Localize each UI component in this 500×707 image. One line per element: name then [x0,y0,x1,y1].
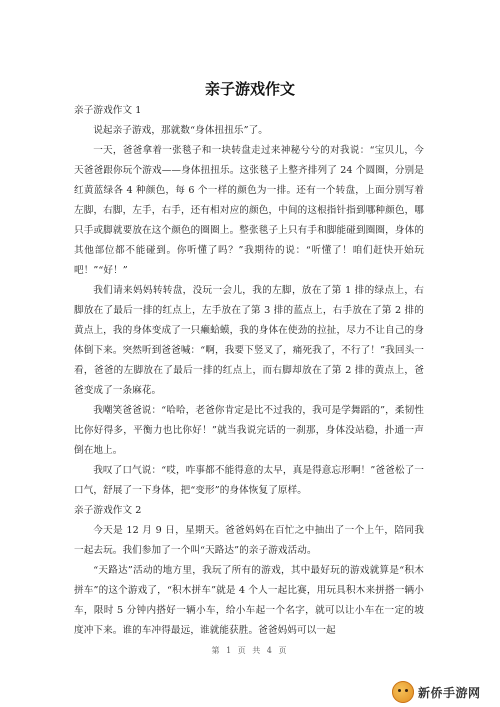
paragraph: 我叹了口气说：“哎，咋事都不能得意的太早，真是得意忘形啊！”爸爸松了一口气，舒展了一下身体，把“变形”的身体恢复了原样。 [74,465,424,496]
paragraph: 我嘲笑爸爸说：“哈哈，老爸你肯定是比不过我的，我可是学舞蹈的”，柔韧性比你好得多，平衡力也比你好！”就当我说完话的一刹那，身体没站稳，扑通一声倒在地上。 [74,405,424,456]
paragraph: 我们请来妈妈转转盘，没玩一会儿，我的左脚，放在了第 1 排的绿点上，右脚放在了最后一排的红点上，左手放在了第 3 排的蓝点上，右手放在了第 2 排的黄点上，我的身体变成了一只癞蛤蟆，我的身体在使劲的拉扯，尽力不让自己的身体倒下来。突然听到爸爸喊：“啊，我要下竖叉了，痛死我了，不行了！”我回头一看，爸爸的左脚放在了最后一排的红点上，而右脚却放在了第 2 排的黄点上，爸爸变成了一条麻花。 [74,285,424,396]
paragraph: 说起亲子游戏，那就数“身体扭扭乐”了。 [93,125,268,136]
document-body [74,101,424,641]
section-heading-2: 亲子游戏作文 2 [74,505,142,516]
page-number-footer: 第 1 页 共 4 页 [211,646,289,655]
paragraph: “天路达”活动的地方里，我玩了所有的游戏，其中最好玩的游戏就算是“积木拼车”的这个游戏了，“积木拼车”就是 4 个人一起比赛，用玩具积木来拼搭一辆小车，限时 5 分钟内搭好一辆小车，给小车起一个名字，就可以让小车在一定的坡度冲下来。谁的车冲得最远，谁就能获胜。爸爸妈妈可以一起 [74,565,424,636]
section-heading-1: 亲子游戏作文 1 [74,105,142,116]
paragraph: 今天是 12 月 9 日，星期天。爸爸妈妈在百忙之中抽出了一个上午，陪同我一起去玩。我们参加了一个叫“天路达”的亲子游戏活动。 [74,525,424,556]
site-watermark [392,680,498,704]
watermark-text: 新侨手游网 [418,685,481,700]
mascot-logo-icon [392,681,414,703]
paragraph: 一天，爸爸拿着一张毯子和一块转盘走过来神秘兮兮的对我说：“宝贝儿，今天爸爸跟你玩个游戏——身体扭扭乐。这张毯子上整齐排列了 24 个圆圈，分别是红黄蓝绿各 4 种颜色，每 6 个一样的颜色为一排。还有一个转盘，上面分别写着左脚，右脚，左手，右手，还有相对应的颜色，中间的这根指针指到哪种颜色，哪只手或脚就要放在这个颜色的圈圈上。整张毯子上只有手和脚能碰到圈圈，身体的其他部位都不能碰到。你听懂了吗？”我期待的说：“听懂了！咱们赶快开始玩吧！”“好！” [74,145,424,276]
page-title: 亲子游戏作文 [204,80,295,98]
